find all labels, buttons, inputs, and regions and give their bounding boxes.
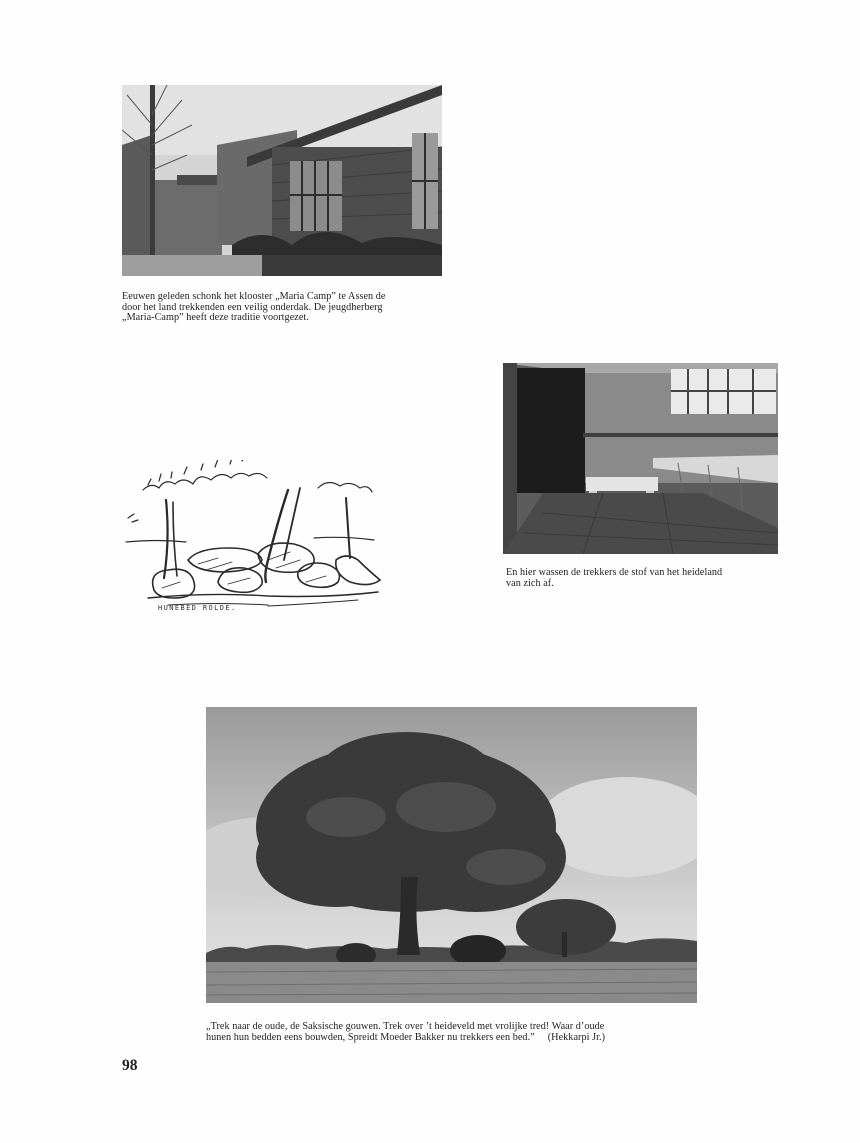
oak-caption: [206, 1022, 726, 1043]
caption-line: „Maria-Camp” heeft deze traditie voortgezet.: [122, 312, 309, 323]
washroom-photo: [503, 363, 778, 554]
caption-line: En hier wassen de trekkers de stof van het heideland: [506, 567, 723, 578]
caption-line: door het land trekkenden een veilig onderdak. De jeugdherberg: [122, 301, 383, 313]
page-number: 98: [122, 1057, 138, 1074]
hostel-caption: [122, 292, 452, 324]
caption-line: van zich af.: [506, 577, 554, 589]
oak-photo: [206, 707, 697, 1003]
sketch-label: HUNEBED ROLDE.: [158, 604, 237, 612]
washroom-caption: [506, 568, 796, 589]
hunebed-sketch: [118, 460, 393, 612]
caption-line: hunen hun bedden eens bouwden, Spreidt Moeder Bakker nu trekkers een bed.” (Hekkarpi Jr.): [206, 1031, 606, 1043]
caption-line: „Trek naar de oude, de Saksische gouwen. Trek over ’t heideveld met vrolijke tred! Waar d’oude: [206, 1021, 605, 1032]
hostel-photo: [122, 85, 442, 276]
caption-line: Eeuwen geleden schonk het klooster „Maria Camp” te Assen de: [122, 291, 386, 302]
